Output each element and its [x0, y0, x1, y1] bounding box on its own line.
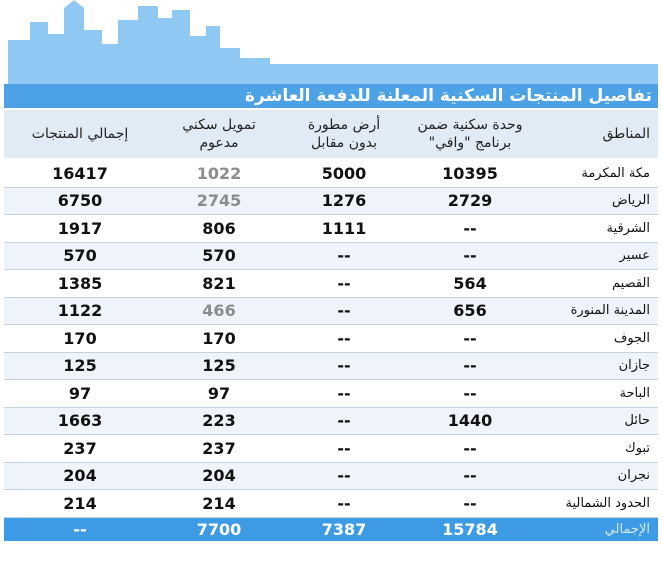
finance-cell: 570 — [156, 242, 282, 270]
wafi-cell: -- — [406, 435, 534, 463]
table-row — [4, 159, 658, 187]
land-cell: -- — [282, 242, 406, 270]
wafi-cell: 10395 — [406, 159, 534, 187]
table-row — [4, 352, 658, 380]
wafi-cell: -- — [406, 490, 534, 518]
region-cell: نجران — [534, 462, 658, 490]
land-cell: -- — [282, 490, 406, 518]
header-wafi-line2: برنامج "وافي" — [428, 135, 512, 151]
wafi-cell: 564 — [406, 270, 534, 298]
finance-cell: 806 — [156, 215, 282, 243]
land-cell: -- — [282, 352, 406, 380]
header-finance-line1: تمويل سكني — [182, 117, 256, 133]
table-title: تفاصيل المنتجات السكنية المعلنة للدفعة العاشرة — [4, 84, 658, 108]
total-cell: 204 — [4, 462, 156, 490]
header-region — [534, 110, 658, 159]
land-cell: 5000 — [282, 159, 406, 187]
region-cell: جازان — [534, 352, 658, 380]
region-cell: المدينة المنورة — [534, 297, 658, 325]
finance-cell: 466 — [156, 297, 282, 325]
finance-cell: 214 — [156, 490, 282, 518]
total-cell: 170 — [4, 325, 156, 353]
header-total — [4, 110, 156, 159]
finance-cell: 170 — [156, 325, 282, 353]
region-cell: القصيم — [534, 270, 658, 298]
wafi-cell: 1440 — [406, 407, 534, 435]
region-cell: عسير — [534, 242, 658, 270]
total-cell: 237 — [4, 435, 156, 463]
table-row — [4, 325, 658, 353]
header-row — [4, 110, 658, 159]
total-cell: 1663 — [4, 407, 156, 435]
total-cell: 1122 — [4, 297, 156, 325]
header-wafi-line1: وحدة سكنية ضمن — [417, 117, 523, 133]
totals-land: 7387 — [282, 517, 406, 541]
land-cell: 1276 — [282, 187, 406, 215]
land-cell: -- — [282, 270, 406, 298]
header-finance-line2: مدعوم — [199, 135, 239, 151]
region-cell: الجوف — [534, 325, 658, 353]
city-skyline-graphic — [0, 0, 662, 86]
total-cell: 1385 — [4, 270, 156, 298]
table-row — [4, 380, 658, 408]
land-cell: -- — [282, 297, 406, 325]
total-cell: 6750 — [4, 187, 156, 215]
land-cell: 1111 — [282, 215, 406, 243]
total-cell: 16417 — [4, 159, 156, 187]
total-cell: 1917 — [4, 215, 156, 243]
housing-products-table — [4, 110, 658, 541]
land-cell: -- — [282, 325, 406, 353]
header-total-label: إجمالي المنتجات — [31, 126, 129, 142]
finance-cell: 821 — [156, 270, 282, 298]
region-cell: الباحة — [534, 380, 658, 408]
wafi-cell: 2729 — [406, 187, 534, 215]
land-cell: -- — [282, 462, 406, 490]
finance-cell: 223 — [156, 407, 282, 435]
finance-cell: 97 — [156, 380, 282, 408]
region-cell: مكة المكرمة — [534, 159, 658, 187]
land-cell: -- — [282, 380, 406, 408]
header-land-line1: أرض مطورة — [307, 117, 381, 133]
totals-finance: 7700 — [156, 517, 282, 541]
header-wafi — [406, 110, 534, 159]
land-cell: -- — [282, 407, 406, 435]
finance-cell: 1022 — [156, 159, 282, 187]
header-land-line2: بدون مقابل — [310, 135, 378, 151]
finance-cell: 125 — [156, 352, 282, 380]
table-row — [4, 435, 658, 463]
wafi-cell: -- — [406, 352, 534, 380]
table-row — [4, 297, 658, 325]
total-cell: 214 — [4, 490, 156, 518]
table-row — [4, 490, 658, 518]
region-cell: الشرقية — [534, 215, 658, 243]
total-cell: 125 — [4, 352, 156, 380]
total-cell: 570 — [4, 242, 156, 270]
table-row — [4, 242, 658, 270]
total-cell: 97 — [4, 380, 156, 408]
region-cell: الرياض — [534, 187, 658, 215]
wafi-cell: -- — [406, 380, 534, 408]
land-cell: -- — [282, 435, 406, 463]
table-row — [4, 187, 658, 215]
totals-total: -- — [4, 517, 156, 541]
region-cell: تبوك — [534, 435, 658, 463]
table-row — [4, 462, 658, 490]
finance-cell: 204 — [156, 462, 282, 490]
finance-cell: 237 — [156, 435, 282, 463]
table-row — [4, 215, 658, 243]
wafi-cell: 656 — [406, 297, 534, 325]
totals-wafi: 15784 — [406, 517, 534, 541]
table-row — [4, 407, 658, 435]
wafi-cell: -- — [406, 215, 534, 243]
finance-cell: 2745 — [156, 187, 282, 215]
wafi-cell: -- — [406, 325, 534, 353]
header-land — [282, 110, 406, 159]
header-region-label: المناطق — [602, 126, 650, 142]
region-cell: حائل — [534, 407, 658, 435]
wafi-cell: -- — [406, 242, 534, 270]
table-row — [4, 270, 658, 298]
wafi-cell: -- — [406, 462, 534, 490]
header-finance — [156, 110, 282, 159]
totals-row — [4, 517, 658, 541]
totals-label: الإجمالي — [534, 517, 658, 541]
region-cell: الحدود الشمالية — [534, 490, 658, 518]
